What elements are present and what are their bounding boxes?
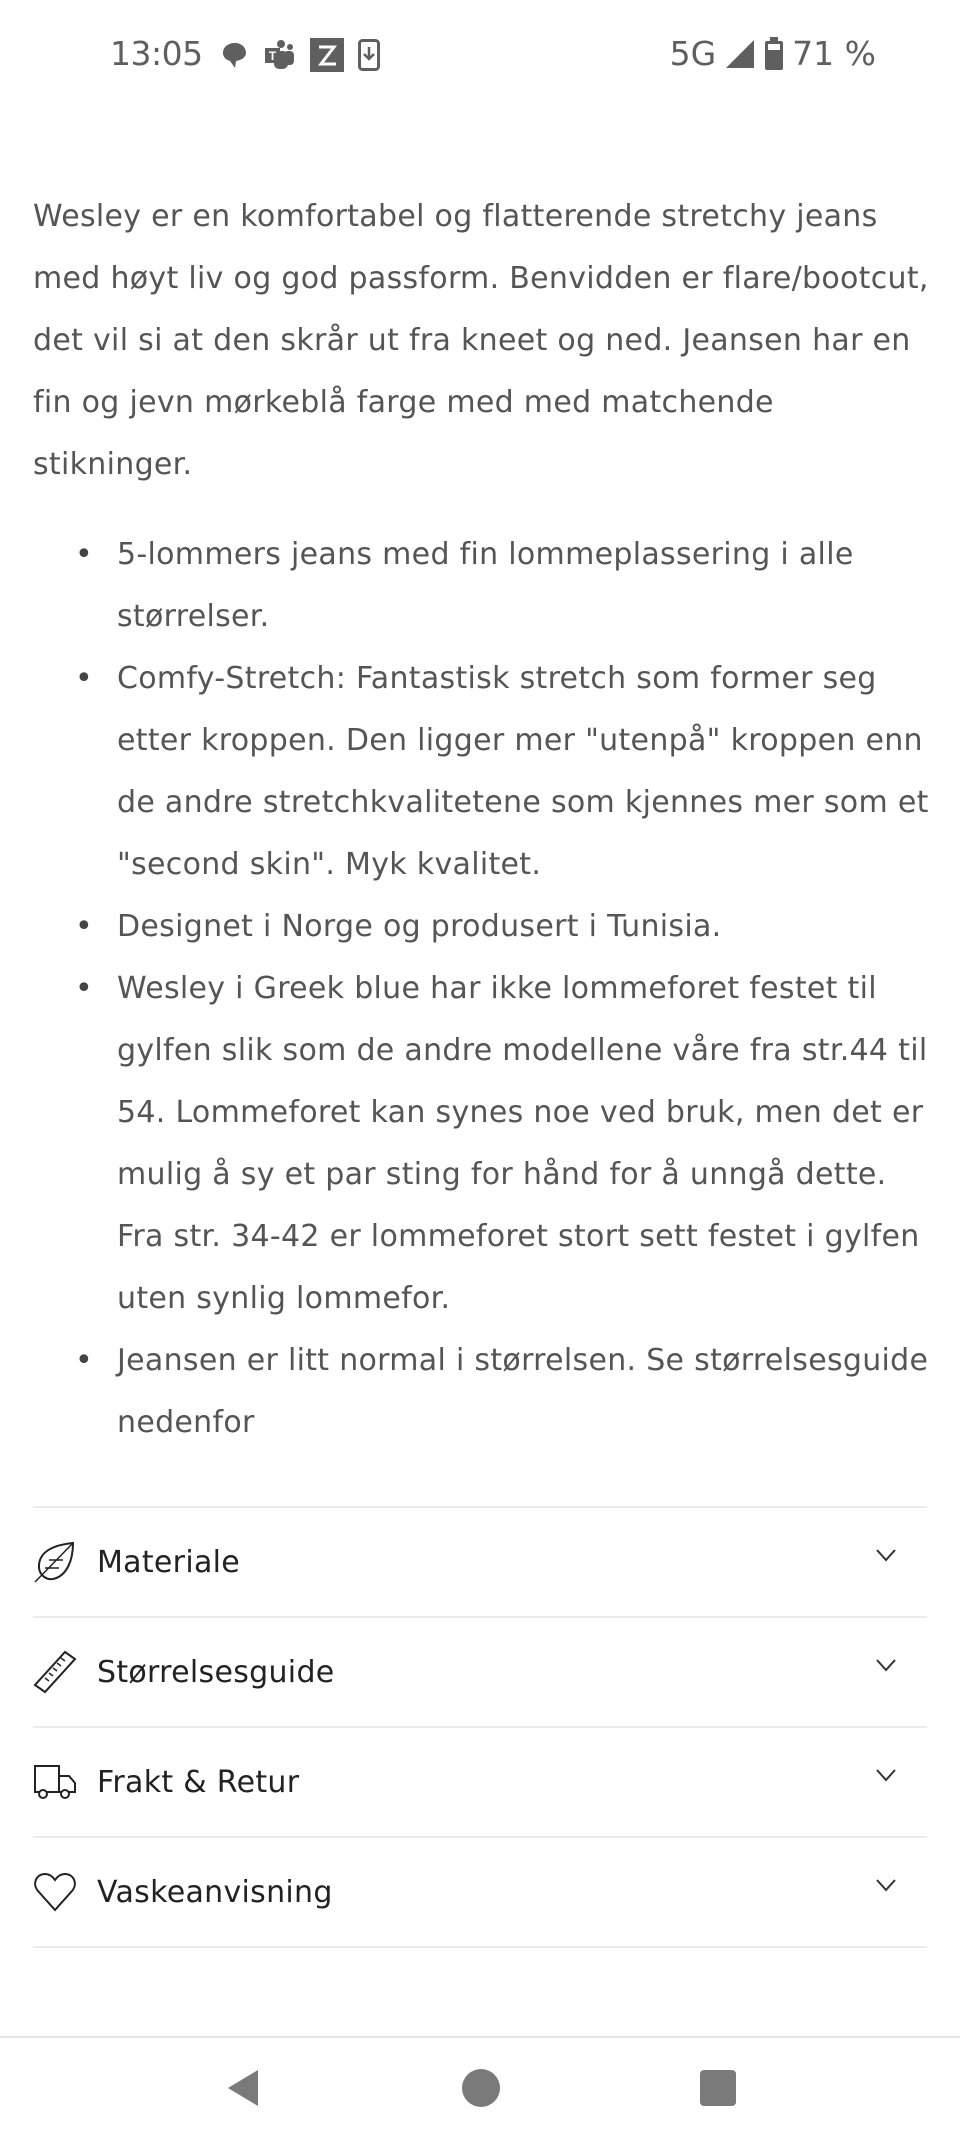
status-bar — [0, 0, 960, 110]
battery-icon — [764, 37, 784, 71]
teams-icon — [264, 39, 296, 71]
home-icon[interactable] — [461, 2068, 501, 2108]
navigation-bar — [0, 2036, 960, 2139]
bullet: • — [75, 1343, 93, 1378]
list-item: • Jeansen er litt normal i størrelsen. Se størrelsesguide nedenfor — [75, 1330, 933, 1454]
network-type: 5G — [669, 34, 717, 73]
list-item: • 5-lommers jeans med fin lommeplassering i alle størrelser. — [75, 524, 933, 648]
description-paragraph: Wesley er en komfortabel og flatterende stretchy jeans med høyt liv og god passform. Benvidden er flare/bootcut, det vil si at den skrår ut fra kneet og ned. Jeansen har en fin og jevn mørkeblå farge med med matchende stikninger. — [33, 199, 929, 482]
heart-icon — [33, 1872, 77, 1912]
back-icon[interactable] — [224, 2068, 260, 2108]
list-item: • Comfy-Stretch: Fantastisk stretch som former seg etter kroppen. Den ligger mer "utenpå" kroppen enn de andre stretchkvalitetene som kjennes mer som et "second skin". Myk kvalitet. — [75, 648, 933, 896]
accordion — [33, 1506, 927, 1948]
chevron-down-icon — [875, 1878, 897, 1892]
chat-bubble-icon — [220, 40, 250, 70]
accordion-storrelsesguide[interactable]: Størrelsesguide — [33, 1616, 927, 1726]
chevron-down-icon — [875, 1658, 897, 1672]
accordion-frakt-retur[interactable]: Frakt & Retur — [33, 1726, 927, 1836]
list-item: • Wesley i Greek blue har ikke lommeforet festet til gylfen slik som de andre modellene våre fra str.44 til 54. Lommeforet kan synes noe ved bruk, men det er mulig å sy et par sting for hånd for å unngå dette. Fra str. 34-42 er lommeforet stort sett festet i gylfen uten synlig lommefor. — [75, 958, 933, 1330]
ruler-icon — [33, 1650, 77, 1694]
download-icon — [358, 39, 380, 71]
feature-list — [33, 524, 933, 1454]
truck-icon — [33, 1764, 77, 1800]
bullet: • — [75, 909, 93, 944]
accordion-materiale[interactable]: Materiale — [33, 1506, 927, 1616]
bullet: • — [75, 971, 93, 1006]
svg-text:T: T — [268, 49, 277, 63]
chevron-down-icon — [875, 1548, 897, 1562]
battery-level: 71 % — [792, 34, 876, 73]
product-description — [33, 186, 933, 1454]
leaf-icon — [33, 1540, 77, 1584]
bullet: • — [75, 661, 93, 696]
accordion-vaskeanvisning[interactable]: Vaskeanvisning — [33, 1836, 927, 1948]
zedge-icon — [310, 38, 344, 72]
signal-icon — [724, 38, 756, 70]
chevron-down-icon — [875, 1768, 897, 1782]
bullet: • — [75, 537, 93, 572]
recents-icon[interactable] — [700, 2070, 736, 2106]
status-time: 13:05 — [110, 34, 203, 73]
list-item: • Designet i Norge og produsert i Tunisia. — [75, 896, 933, 958]
